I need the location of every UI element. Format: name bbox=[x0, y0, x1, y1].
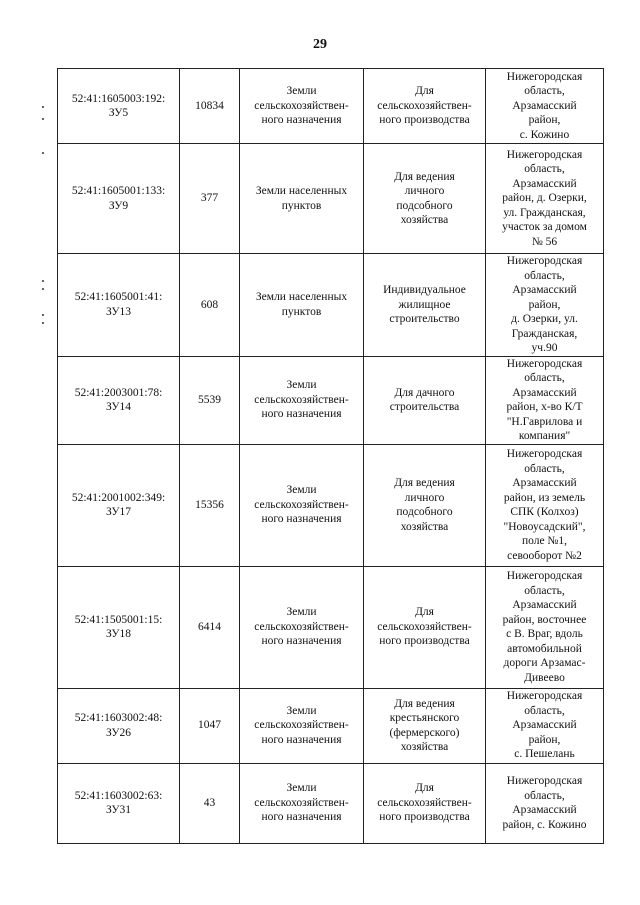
cell-line: Для ведения bbox=[394, 477, 455, 489]
cell-line: 52:41:1605003:192: bbox=[71, 92, 166, 105]
cell-line: сельскохозяйствен- bbox=[377, 99, 472, 112]
area-cell: 608 bbox=[180, 254, 240, 357]
cell-line: поле №1, bbox=[521, 535, 568, 547]
cell-line: с. Пешелань bbox=[514, 748, 575, 761]
table-body bbox=[58, 69, 604, 844]
cell-line: уч.90 bbox=[531, 342, 558, 354]
cell-line: крестьянского bbox=[389, 712, 460, 724]
cell-line: ул. Гражданская, bbox=[503, 206, 586, 219]
cell-line: автомобильной bbox=[507, 642, 582, 655]
location-cell bbox=[486, 763, 604, 843]
land-category-cell bbox=[240, 688, 364, 763]
location-cell bbox=[486, 444, 604, 566]
cell-line: Для дачного bbox=[394, 386, 455, 399]
cell-line: область, bbox=[524, 85, 565, 98]
permitted-use-cell bbox=[364, 566, 486, 688]
cell-line: 52:41:2001002:349: bbox=[71, 491, 166, 504]
cell-line: 52:41:2003001:78: bbox=[74, 386, 163, 399]
cell-line: д. Озерки, ул. bbox=[511, 313, 578, 325]
cell-line: подсобного bbox=[396, 506, 453, 518]
land-category-cell bbox=[240, 254, 364, 357]
cell-line: Для bbox=[415, 85, 434, 98]
cell-line: пунктов bbox=[281, 199, 322, 212]
cadastral-number-cell bbox=[58, 763, 180, 843]
scan-mark bbox=[42, 152, 44, 154]
table-row bbox=[58, 444, 604, 566]
scan-mark bbox=[42, 288, 44, 290]
cell-line: сельскохозяйствен- bbox=[254, 620, 349, 633]
cell-line: район, х-во К/Т bbox=[506, 401, 583, 413]
table-row bbox=[58, 144, 604, 254]
cell-line: Для bbox=[415, 606, 434, 619]
cell-line: ЗУ31 bbox=[105, 804, 132, 816]
cell-line: личного bbox=[404, 185, 445, 197]
land-category-cell bbox=[240, 566, 364, 688]
cell-line: Земли bbox=[286, 85, 317, 98]
cell-line: ного назначения bbox=[261, 408, 342, 421]
cell-line: район, с. Кожино bbox=[502, 818, 587, 831]
cell-line: участок за домом bbox=[502, 221, 587, 234]
table-row bbox=[58, 763, 604, 843]
cadastral-number-cell bbox=[58, 69, 180, 144]
permitted-use-cell bbox=[364, 144, 486, 254]
permitted-use-cell bbox=[364, 69, 486, 144]
area-cell: 15356 bbox=[180, 444, 240, 566]
cell-line: область, bbox=[524, 462, 565, 475]
cell-line: ЗУ17 bbox=[105, 506, 132, 518]
permitted-use-cell bbox=[364, 254, 486, 357]
cell-line: сельскохозяйствен- bbox=[377, 620, 472, 633]
cell-line: Нижегородская bbox=[506, 255, 583, 267]
cell-line: ного производства bbox=[379, 811, 470, 824]
cell-line: Нижегородская bbox=[506, 775, 583, 787]
cell-line: дороги Арзамас- bbox=[503, 657, 586, 669]
cell-line: Нижегородская bbox=[506, 570, 583, 582]
permitted-use-cell bbox=[364, 688, 486, 763]
location-cell bbox=[486, 69, 604, 144]
cadastral-number-cell bbox=[58, 144, 180, 254]
cell-line: Арзамасский bbox=[512, 719, 577, 732]
cell-line: пунктов bbox=[281, 305, 322, 318]
land-plots-table bbox=[57, 68, 604, 844]
scan-mark bbox=[42, 314, 44, 316]
cell-line: сельскохозяйствен- bbox=[254, 796, 349, 809]
cell-line: сельскохозяйствен- bbox=[254, 99, 349, 112]
cell-line: (фермерского) bbox=[389, 726, 460, 739]
cell-line: Арзамасский bbox=[512, 99, 577, 112]
table-row bbox=[58, 254, 604, 357]
area-cell: 43 bbox=[180, 763, 240, 843]
cell-line: ного назначения bbox=[261, 635, 342, 648]
cell-line: Арзамасский bbox=[512, 177, 577, 190]
cadastral-number-cell bbox=[58, 688, 180, 763]
cell-line: Нижегородская bbox=[506, 448, 583, 460]
land-category-cell bbox=[240, 69, 364, 144]
land-category-cell bbox=[240, 144, 364, 254]
cell-line: ного производства bbox=[379, 114, 470, 127]
cell-line: 52:41:1603002:48: bbox=[74, 712, 163, 724]
permitted-use-cell bbox=[364, 763, 486, 843]
cell-line: хозяйства bbox=[400, 520, 449, 533]
cell-line: Земли bbox=[286, 782, 317, 795]
cell-line: Арзамасский bbox=[512, 386, 577, 399]
cell-line: район, восточнее bbox=[502, 613, 587, 626]
cadastral-number-cell bbox=[58, 254, 180, 357]
cell-line: ного назначения bbox=[261, 513, 342, 526]
cell-line: Земли населенных bbox=[255, 185, 348, 197]
cell-line: Арзамасский bbox=[512, 284, 577, 296]
cell-line: район, bbox=[528, 733, 561, 746]
location-cell bbox=[486, 688, 604, 763]
location-cell bbox=[486, 356, 604, 444]
cell-line: Арзамасский bbox=[512, 804, 577, 816]
cell-line: ЗУ26 bbox=[105, 726, 132, 739]
cell-line: район, bbox=[528, 298, 561, 311]
cell-line: Гражданская, bbox=[511, 327, 578, 340]
cell-line: хозяйства bbox=[400, 214, 449, 226]
cell-line: Земли населенных bbox=[255, 291, 348, 304]
cadastral-number-cell bbox=[58, 444, 180, 566]
table-row bbox=[58, 688, 604, 763]
cell-line: Для bbox=[415, 782, 434, 795]
scan-mark bbox=[42, 280, 44, 282]
cell-line: ЗУ5 bbox=[108, 107, 129, 119]
cell-line: Нижегородская bbox=[506, 70, 583, 83]
cell-line: ЗУ14 bbox=[105, 401, 132, 413]
cell-line: с В. Враг, вдоль bbox=[506, 628, 583, 640]
cell-line: строительство bbox=[389, 313, 460, 325]
cell-line: строительства bbox=[389, 401, 460, 413]
location-cell bbox=[486, 566, 604, 688]
cell-line: район, bbox=[528, 114, 561, 127]
cell-line: жилищное bbox=[398, 298, 451, 311]
cell-line: ного производства bbox=[379, 635, 470, 648]
cell-line: Для ведения bbox=[394, 697, 455, 710]
cell-line: Нижегородская bbox=[506, 690, 583, 703]
cell-line: Земли bbox=[286, 606, 317, 619]
cell-line: Арзамасский bbox=[512, 477, 577, 489]
table-row bbox=[58, 566, 604, 688]
cell-line: область, bbox=[524, 704, 565, 717]
area-cell: 1047 bbox=[180, 688, 240, 763]
permitted-use-cell bbox=[364, 444, 486, 566]
location-cell bbox=[486, 144, 604, 254]
cell-line: Нижегородская bbox=[506, 357, 583, 370]
cell-line: ного назначения bbox=[261, 733, 342, 746]
cell-line: область, bbox=[524, 372, 565, 384]
cell-line: подсобного bbox=[396, 199, 453, 212]
cell-line: Земли bbox=[286, 704, 317, 717]
cell-line: 52:41:1603002:63: bbox=[74, 789, 163, 802]
cell-line: № 56 bbox=[531, 235, 558, 248]
area-cell: 5539 bbox=[180, 356, 240, 444]
cell-line: сельскохозяйствен- bbox=[377, 796, 472, 809]
cell-line: ного назначения bbox=[261, 114, 342, 127]
cell-line: Дивеево bbox=[524, 671, 565, 684]
cell-line: район, из земель bbox=[503, 491, 586, 504]
cadastral-number-cell bbox=[58, 566, 180, 688]
cell-line: "Н.Гаврилова и bbox=[506, 415, 583, 428]
scan-mark bbox=[42, 118, 44, 120]
table-row bbox=[58, 356, 604, 444]
cell-line: сельскохозяйствен- bbox=[254, 498, 349, 511]
cell-line: Земли bbox=[286, 484, 317, 497]
cell-line: область, bbox=[524, 269, 565, 282]
scan-mark bbox=[42, 322, 44, 324]
cell-line: сельскохозяйствен- bbox=[254, 393, 349, 406]
cell-line: личного bbox=[404, 491, 445, 504]
cell-line: Индивидуальное bbox=[383, 284, 466, 296]
cell-line: 52:41:1505001:15: bbox=[74, 613, 163, 626]
page-number: 29 bbox=[313, 37, 327, 52]
cell-line: компания" bbox=[518, 430, 571, 442]
scan-mark bbox=[42, 106, 44, 108]
cell-line: область, bbox=[524, 163, 565, 176]
land-category-cell bbox=[240, 444, 364, 566]
cell-line: Земли bbox=[286, 379, 317, 392]
cell-line: ЗУ9 bbox=[108, 199, 129, 212]
cell-line: Арзамасский bbox=[512, 599, 577, 611]
cell-line: область, bbox=[524, 584, 565, 597]
cell-line: область, bbox=[524, 789, 565, 802]
cell-line: ного назначения bbox=[261, 811, 342, 824]
cell-line: сельскохозяйствен- bbox=[254, 719, 349, 732]
permitted-use-cell bbox=[364, 356, 486, 444]
cell-line: район, д. Озерки, bbox=[502, 192, 587, 205]
cell-line: Для ведения bbox=[394, 170, 455, 183]
cell-line: ЗУ18 bbox=[105, 628, 132, 640]
cell-line: "Новоусадский", bbox=[503, 520, 586, 533]
cell-line: севооборот №2 bbox=[507, 549, 582, 562]
area-cell: 10834 bbox=[180, 69, 240, 144]
land-category-cell bbox=[240, 356, 364, 444]
cell-line: Нижегородская bbox=[506, 148, 583, 161]
area-cell: 377 bbox=[180, 144, 240, 254]
area-cell: 6414 bbox=[180, 566, 240, 688]
cell-line: 52:41:1605001:133: bbox=[71, 185, 166, 197]
cell-line: 52:41:1605001:41: bbox=[74, 291, 163, 304]
cell-line: с. Кожино bbox=[519, 128, 570, 141]
cadastral-number-cell bbox=[58, 356, 180, 444]
cell-line: ЗУ13 bbox=[105, 305, 132, 318]
table-row bbox=[58, 69, 604, 144]
land-category-cell bbox=[240, 763, 364, 843]
location-cell bbox=[486, 254, 604, 357]
cell-line: хозяйства bbox=[400, 741, 449, 753]
cell-line: СПК (Колхоз) bbox=[510, 506, 579, 518]
